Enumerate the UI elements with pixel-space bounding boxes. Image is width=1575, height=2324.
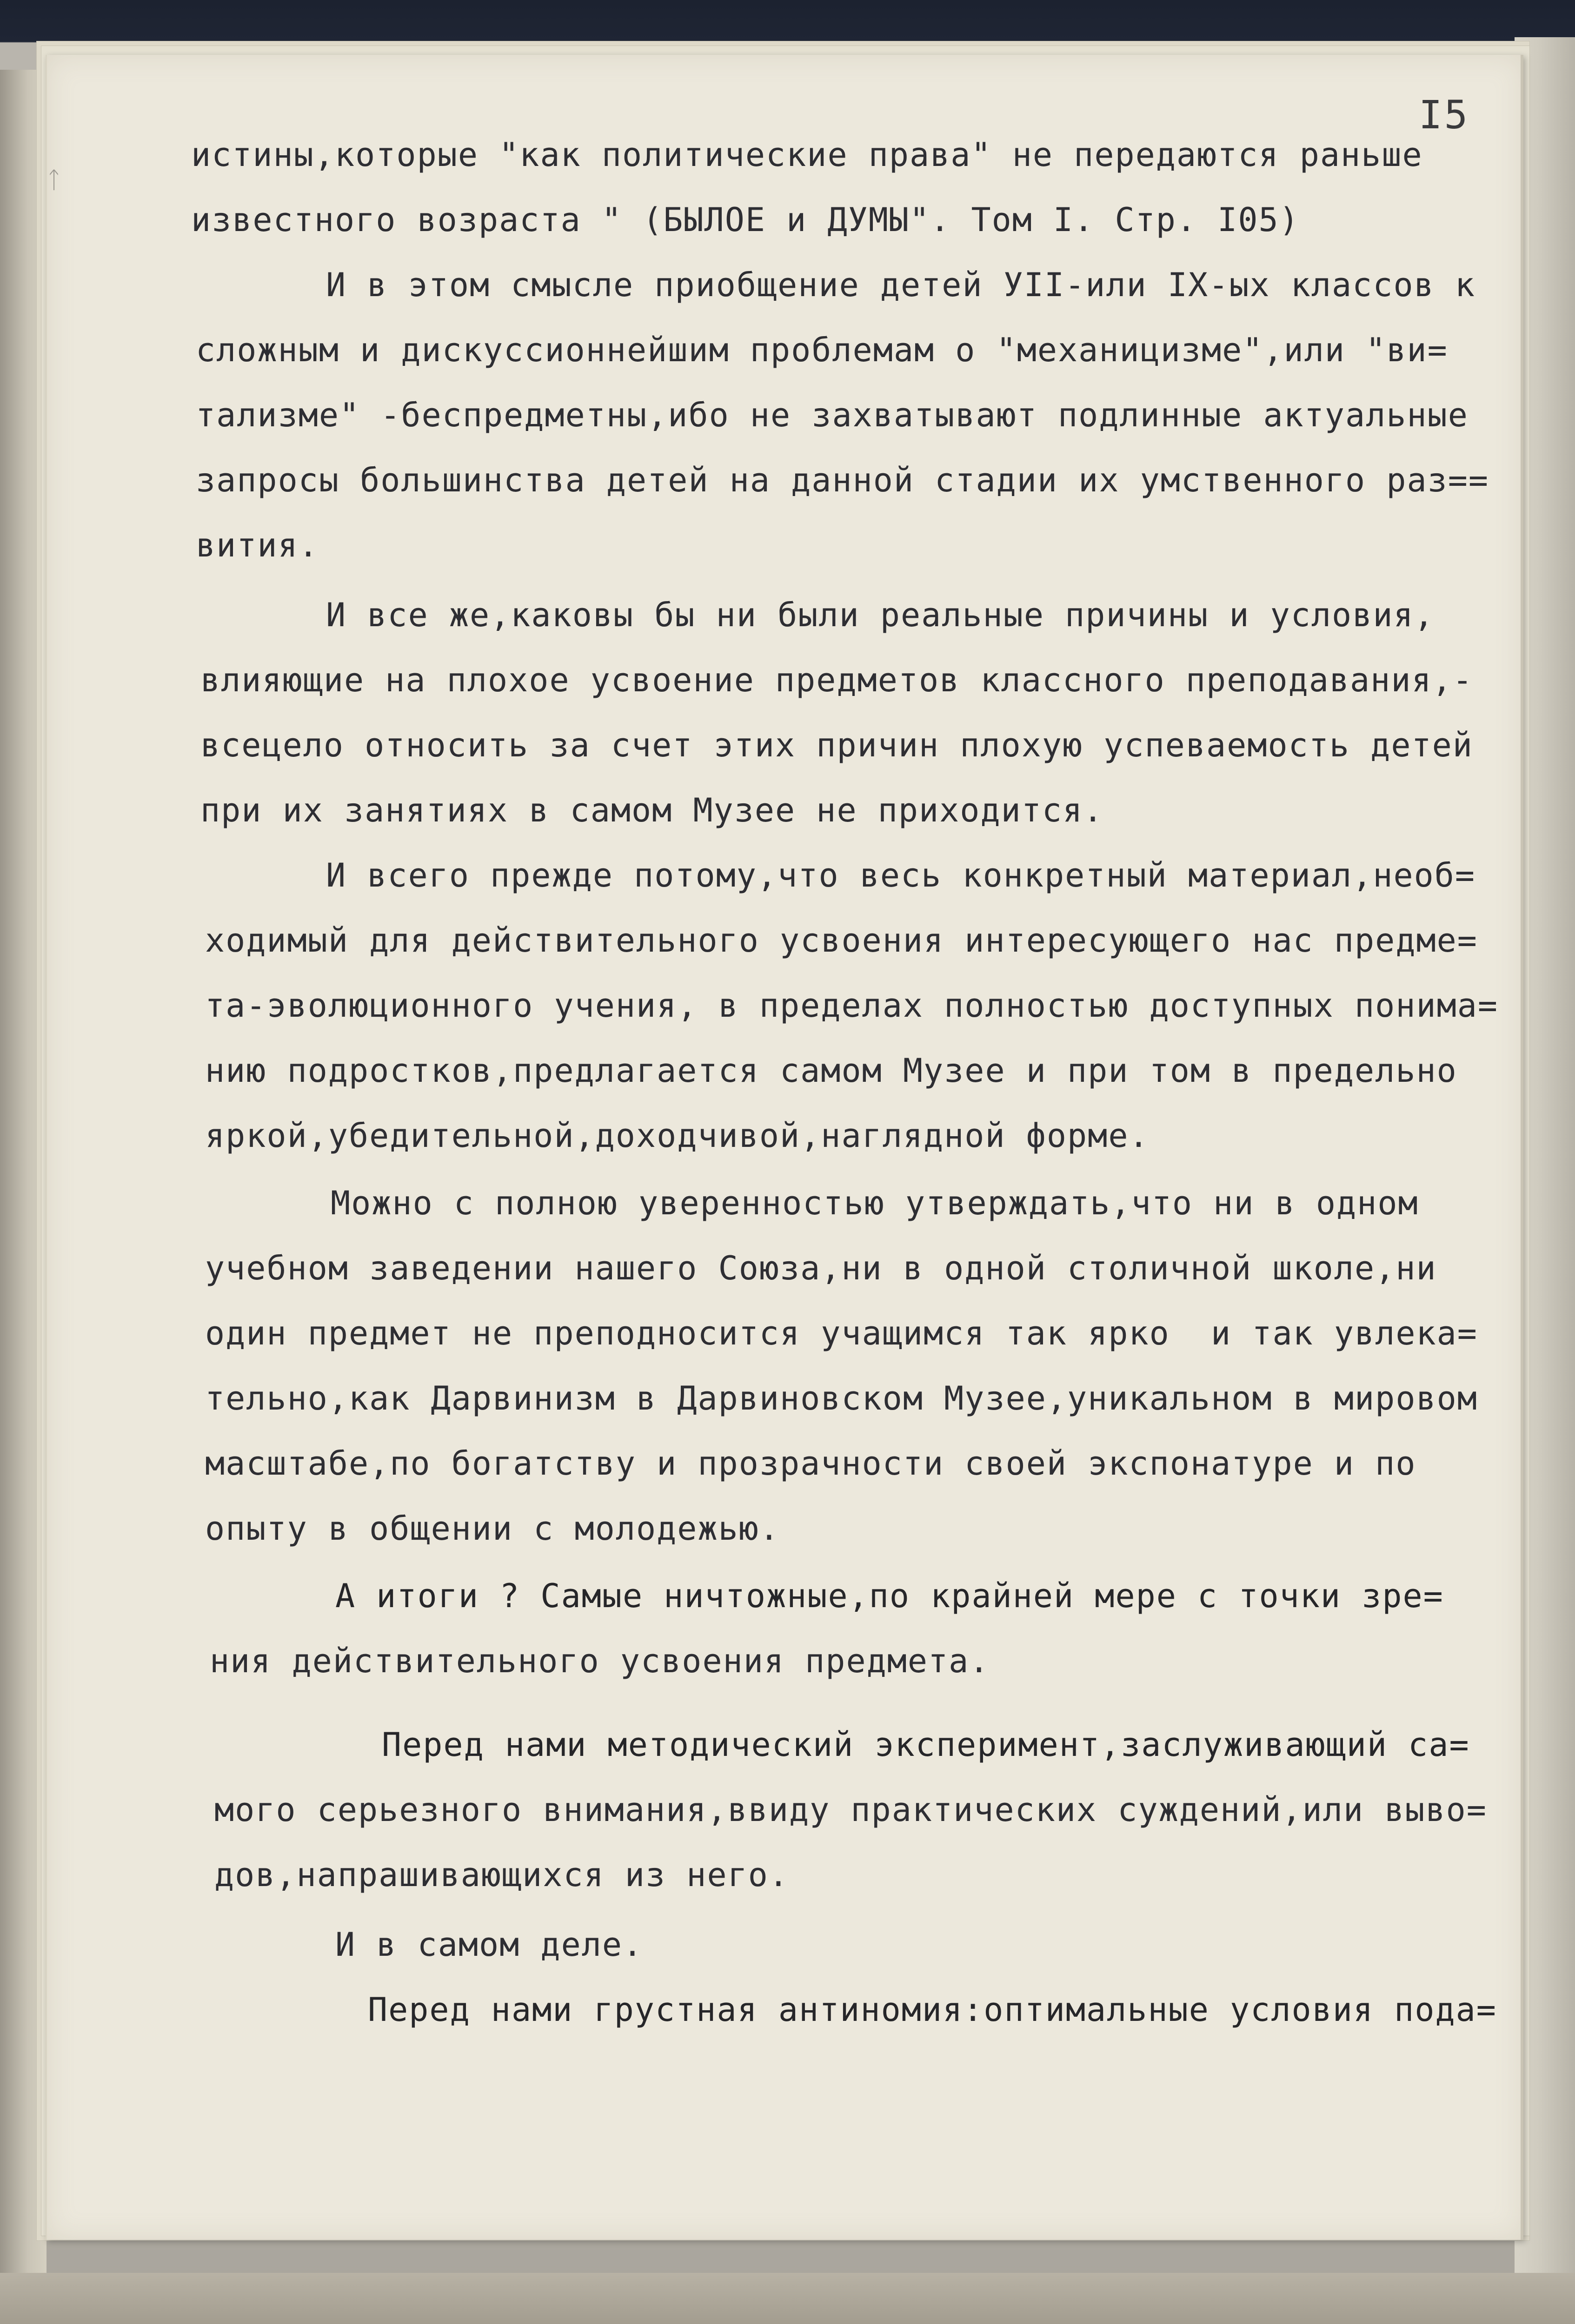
text-line-23: А итоги ? Самые ничтожные,по крайней мере с точки зре= bbox=[335, 1577, 1444, 1615]
text-line-27: дов,напрашивающихся из него. bbox=[214, 1856, 790, 1894]
text-line-19: один предмет не преподносится учащимся так ярко и так увлека= bbox=[205, 1314, 1478, 1352]
text-line-20: тельно,как Дарвинизм в Дарвиновском Музее,уникальном в мировом bbox=[205, 1379, 1478, 1417]
text-line-4: сложным и дискуссионнейшим проблемам о "механицизме",или "ви= bbox=[196, 331, 1448, 369]
text-line-26: мого серьезного внимания,ввиду практических суждений,или выво= bbox=[214, 1791, 1487, 1829]
text-line-21: масштабе,по богатству и прозрачности своей экспонатуре и по bbox=[205, 1444, 1416, 1483]
text-line-18: учебном заведении нашего Союза,ни в одной столичной школе,ни bbox=[205, 1249, 1437, 1287]
page-number: I5 bbox=[1419, 92, 1470, 138]
text-line-6: запросы большинства детей на данной стадии их умственного раз== bbox=[196, 461, 1489, 499]
folder-bottom-edge bbox=[0, 2273, 1575, 2324]
text-line-10: всецело относить за счет этих причин плохую успеваемость детей bbox=[200, 726, 1473, 764]
text-line-15: нию подростков,предлагается самом Музее и при том в предельно bbox=[205, 1052, 1457, 1090]
text-line-3: И в этом смысле приобщение детей УII-или IX-ых классов к bbox=[326, 266, 1476, 304]
text-line-17: Можно с полною уверенностью утверждать,что ни в одном bbox=[331, 1184, 1419, 1222]
margin-pencil-mark: ᛏ bbox=[47, 166, 61, 193]
page-edge-shadow bbox=[1521, 55, 1523, 2240]
text-line-16: яркой,убедительной,доходчивой,наглядной форме. bbox=[205, 1117, 1150, 1155]
text-line-29: Перед нами грустная антиномия:оптимальные условия пода= bbox=[368, 1991, 1497, 2029]
text-line-7: вития. bbox=[196, 526, 319, 564]
text-line-24: ния действительного усвоения предмета. bbox=[210, 1642, 990, 1680]
text-line-14: та-эволюционного учения, в пределах полностью доступных понима= bbox=[205, 987, 1499, 1025]
text-line-2: известного возраста " (БЫЛОЕ и ДУМЫ". Том I. Стр. I05) bbox=[191, 201, 1300, 239]
typewritten-page bbox=[46, 55, 1523, 2240]
text-line-13: ходимый для действительного усвоения интересующего нас предме= bbox=[205, 921, 1478, 960]
text-line-11: при их занятиях в самом Музее не приходится. bbox=[200, 791, 1104, 829]
text-line-25: Перед нами методический эксперимент,заслуживающий са= bbox=[382, 1726, 1470, 1764]
text-line-22: опыту в общении с молодежью. bbox=[205, 1510, 780, 1548]
text-line-5: тализме" -беспредметны,ибо не захватывают подлинные актуальные bbox=[196, 396, 1469, 434]
text-line-28: И в самом деле. bbox=[335, 1926, 644, 1964]
text-line-9: влияющие на плохое усвоение предметов классного преподавания,- bbox=[200, 661, 1473, 699]
text-line-1: истины,которые "как политические права" не передаются раньше bbox=[191, 136, 1423, 174]
text-line-8: И все же,каковы бы ни были реальные причины и условия, bbox=[326, 596, 1435, 634]
text-line-12: И всего прежде потому,что весь конкретный материал,необ= bbox=[326, 856, 1476, 894]
